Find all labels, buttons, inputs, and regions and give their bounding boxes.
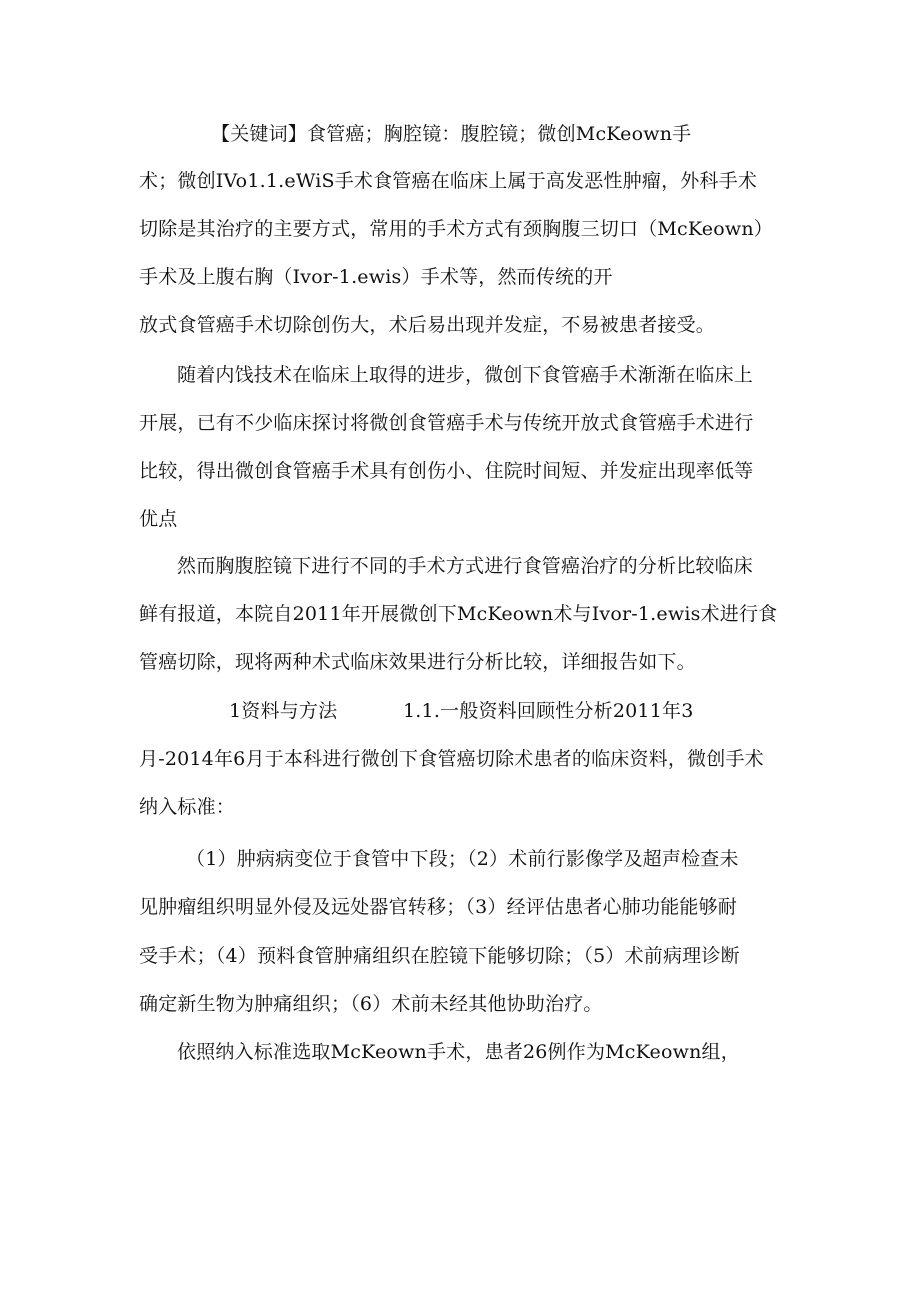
criteria-line-4: 确定新生物为肿痛组织；（6）术前未经其他协助治疗。 [139, 993, 603, 1015]
keywords-line-1: 【关键词】食管癌；胸腔镜：腹腔镜；微创McKeown手 [211, 123, 692, 145]
keywords-line-2: 术；微创IVo1.1.eWiS手术食管癌在临床上属于高发恶性肿瘤，外科手术 [139, 170, 758, 192]
keywords-line-5: 放式食管癌手术切除创伤大，术后易出现并发症，不易被患者接受。 [139, 314, 716, 336]
para3-line-1: 然而胸腹腔镜下进行不同的手术方式进行食管癌治疗的分析比较临床 [177, 555, 754, 577]
para2-line-2: 开展，已有不少临床探讨将微创食管癌手术与传统开放式食管癌手术进行 [139, 412, 754, 434]
para2-line-4: 优点 [139, 508, 178, 530]
keywords-line-3: 切除是其治疗的主要方式，常用的手术方式有颈胸腹三切口（McKeown） [139, 218, 773, 240]
para3-line-3: 管癌切除，现将两种术式临床效果进行分析比较，详细报告如下。 [139, 651, 696, 673]
criteria-line-3: 受手术；（4）预料食管肿痛组织在腔镜下能够切除；（5）术前病理诊断 [139, 945, 740, 967]
section-subheading: 1.1.一般资料回顾性分析2011年3 [403, 700, 694, 722]
section-line-3: 纳入标准： [139, 796, 236, 818]
criteria-line-1: （1）肿病病变位于食管中下段；（2）术前行影像学及超声检查未 [186, 848, 739, 870]
para3-line-2: 鲜有报道，本院自2011年开展微创下McKeown术与Ivor-1.ewis术进行食 [139, 603, 778, 625]
criteria-line-2: 见肿瘤组织明显外侵及远处器官转移；（3）经评估患者心肺功能能够耐 [139, 896, 737, 918]
last-line-1: 依照纳入标准选取McKeown手术，患者26例作为McKeown组， [177, 1041, 740, 1063]
section-line-2: 月-2014年6月于本科进行微创下食管癌切除术患者的临床资料，微创手术 [139, 748, 764, 770]
keywords-line-4: 手术及上腹右胸（Ivor-1.ewis）手术等，然而传统的开 [139, 266, 613, 288]
section-heading: 1资料与方法 [229, 700, 338, 722]
para2-line-3: 比较，得出微创食管癌手术具有创伤小、住院时间短、并发症出现率低等 [139, 460, 754, 482]
para2-line-1: 随着内饯技术在临床上取得的进步，微创下食管癌手术渐渐在临床上 [177, 364, 754, 386]
